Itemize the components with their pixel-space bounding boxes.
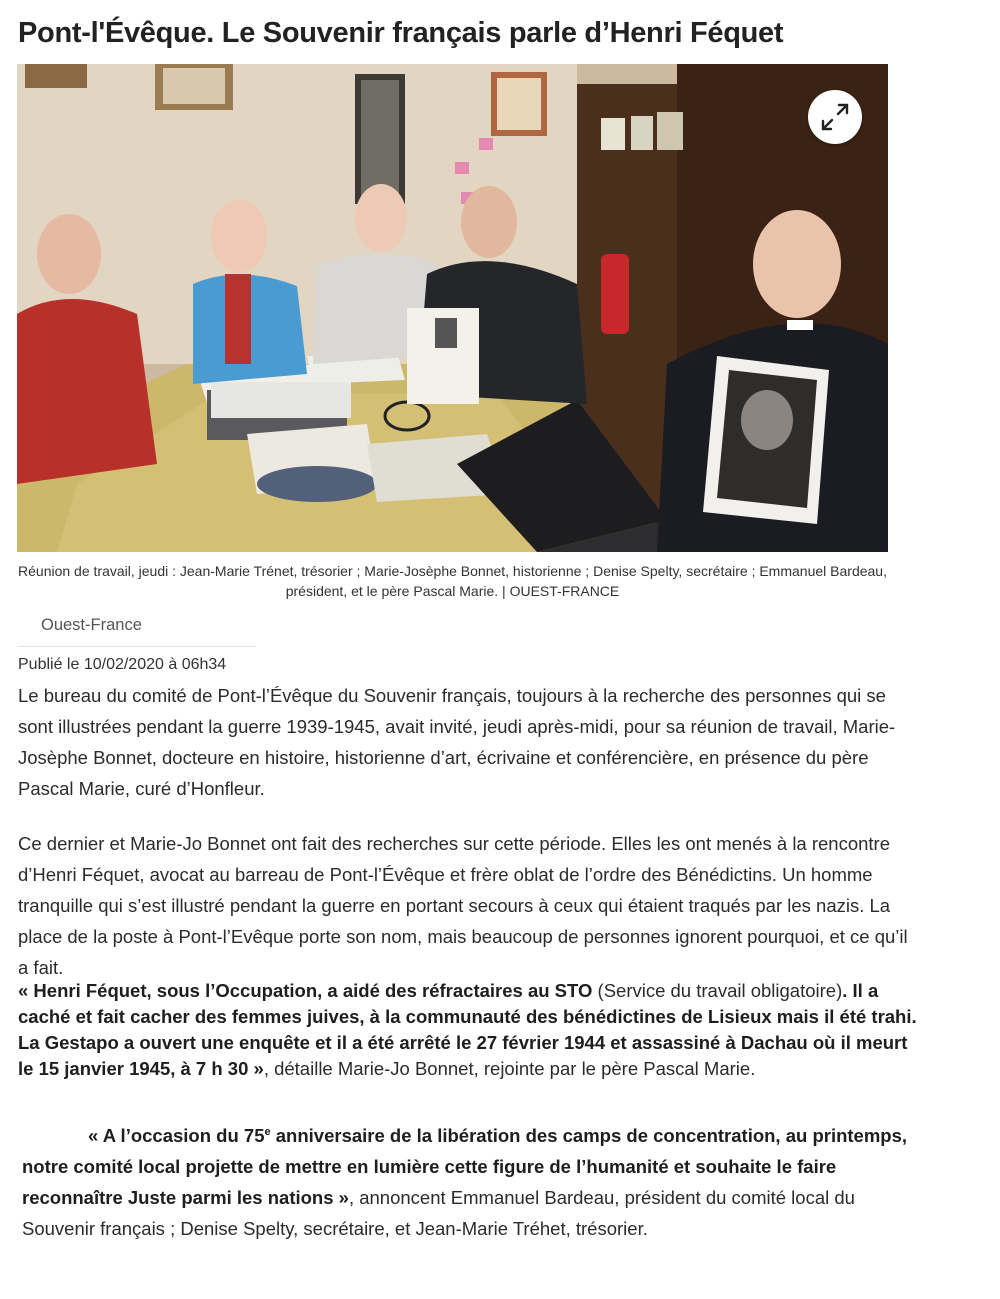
expand-image-button[interactable]	[808, 90, 862, 144]
photo-caption: Réunion de travail, jeudi : Jean-Marie Trénet, trésorier ; Marie-Josèphe Bonnet, historienne ; Denise Spelty, secrétaire ; Emmanuel Bardeau, président, et le père Pascal Marie. | OUEST-FRANCE	[18, 563, 887, 599]
quote-feq-part-a: « Henri Féquet, sous l’Occupation, a aidé des réfractaires au STO	[18, 980, 593, 1001]
source-name[interactable]: Ouest-France	[41, 616, 142, 634]
source-label	[18, 612, 256, 647]
paragraph-3	[18, 978, 918, 1082]
published-date: Publié le 10/02/2020 à 06h34	[18, 656, 227, 673]
quote-comite-part-a: « A l’occasion du 75	[88, 1125, 265, 1146]
article-photo[interactable]	[17, 64, 888, 552]
meeting-photo-illustration	[17, 64, 888, 552]
expand-arrows-icon	[818, 100, 852, 134]
quote-attribution: , détaille Marie-Jo Bonnet, rejointe par le père Pascal Marie.	[263, 1058, 756, 1079]
quote-comite-part-b: anniversaire de la libération des camps de concentration, au printemps, notre comité local projette de mettre en lumière cette figure de l’humanité et souhaite le faire reconnaître Juste parmi les nations »	[22, 1125, 908, 1208]
ordinal-suffix: e	[264, 1125, 271, 1138]
quote-feq-part-b: . Il a caché et fait cacher des femmes juives, à la communauté des bénédictines de Lisieux mais il été trahi. La Gestapo a ouvert une enquête et il a été arrêté le 27 février 1944 et assassiné à Dachau où il meurt le 15 janvier 1945, à 7 h 30 »	[18, 980, 917, 1079]
quote-comite-attribution: , annoncent Emmanuel Bardeau, président du comité local du Souvenir français ; Denise Spelty, secrétaire, et Jean-Marie Tréhet, trésorier.	[22, 1187, 855, 1239]
paragraph-2: Ce dernier et Marie-Jo Bonnet ont fait des recherches sur cette période. Elles les ont menés à la rencontre d’Henri Féquet, avocat au barreau de Pont-l’Évêque et frère oblat de l’ordre des Bénédictins. Un homme tranquille qui s’est illustré pendant la guerre en portant secours à ceux qui étaient traqués par les nazis. La place de la poste à Pont-l’Evêque porte son nom, mais beaucoup de personnes ignorent pourquoi, et ce qu’il a fait.	[18, 833, 908, 978]
paragraph-1: Le bureau du comité de Pont-l’Évêque du Souvenir français, toujours à la recherche des personnes qui se sont illustrées pendant la guerre 1939-1945, avait invité, jeudi après-midi, pour sa réunion de travail, Marie-Josèphe Bonnet, docteure en histoire, historienne d’art, écrivaine et conférencière, en présence du père Pascal Marie, curé d’Honfleur.	[18, 685, 896, 799]
paragraph-4	[22, 1120, 912, 1244]
sto-definition: (Service du travail obligatoire)	[592, 980, 843, 1001]
article-title: Pont-l'Évêque. Le Souvenir français parle d’Henri Féquet	[18, 17, 784, 49]
